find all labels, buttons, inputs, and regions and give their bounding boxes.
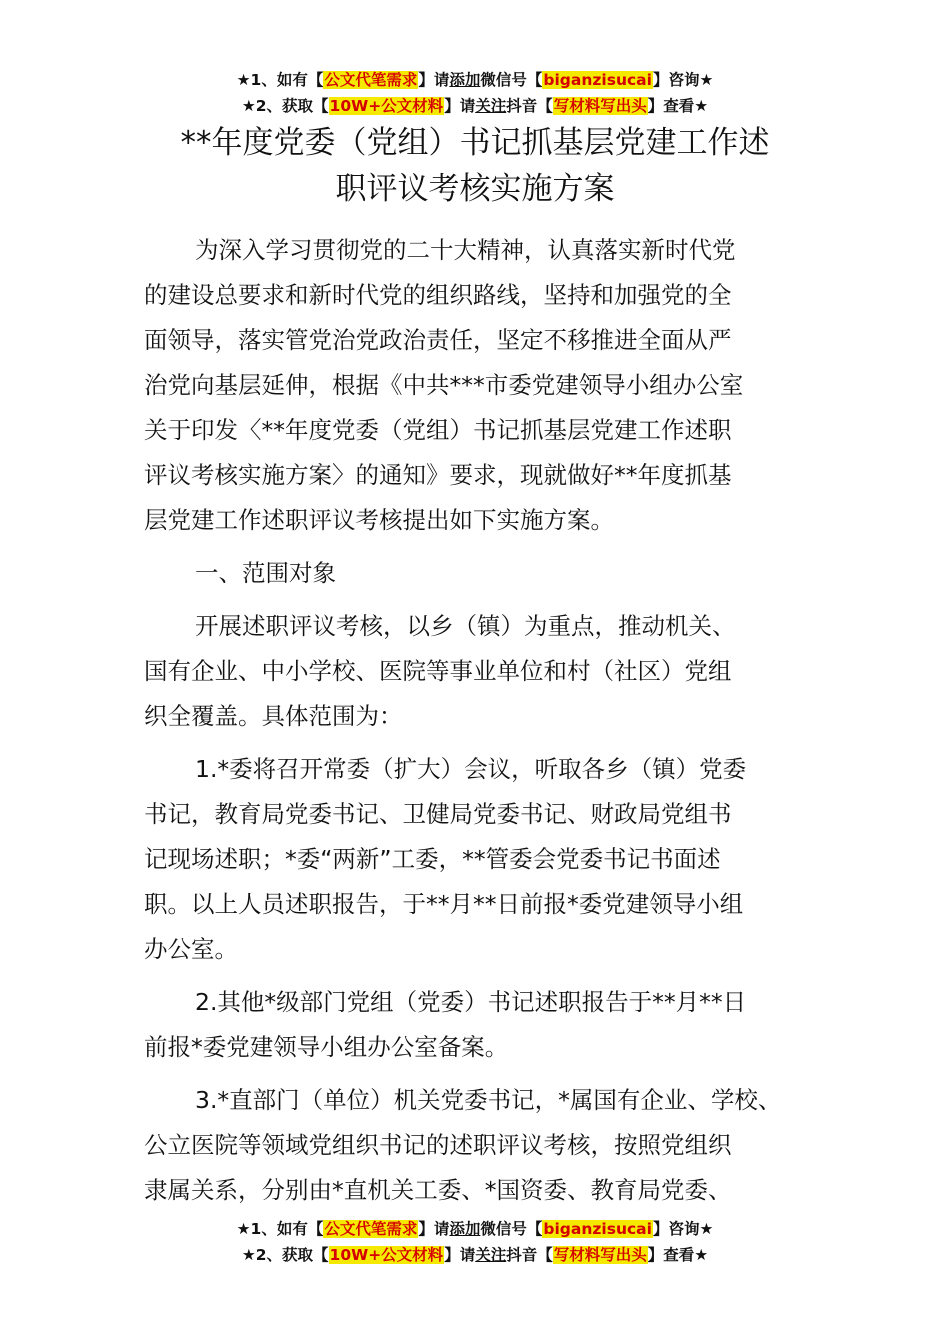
banner-line-2 <box>0 93 950 119</box>
text-line: 面领导，落实管党治党政治责任，坚定不移推进全面从严 <box>144 326 732 354</box>
text-line: 治党向基层延伸，根据《中共***市委党建领导小组办公室 <box>144 371 744 399</box>
banner-highlight: 公文代笔需求 <box>324 1220 418 1238</box>
banner-line-1 <box>0 1216 950 1242</box>
banner-highlight: 写材料写出头 <box>553 1246 647 1264</box>
banner-text: 微信号【 <box>480 71 543 89</box>
text-line: 前报*委党建领导小组办公室备案。 <box>144 1033 509 1061</box>
banner-text: 】查看★ <box>647 97 709 115</box>
banner-text: 】查看★ <box>647 1246 709 1264</box>
bottom-banner <box>0 1216 950 1268</box>
text-line: 职。以上人员述职报告，于**月**日前报*委党建领导小组 <box>144 890 744 918</box>
paragraph-item-2 <box>144 980 820 1070</box>
banner-text: ★1、如有【 <box>236 71 324 89</box>
banner-underline: 添加 <box>449 1220 481 1238</box>
text-line: 开展述职评议考核，以乡（镇）为重点，推动机关、 <box>195 612 736 640</box>
paragraph-scope <box>144 604 820 739</box>
banner-highlight: 10W+公文材料 <box>329 97 444 115</box>
text-line: 的建设总要求和新时代党的组织路线，坚持和加强党的全 <box>144 281 732 309</box>
text-line: 办公室。 <box>144 935 238 963</box>
banner-highlight: 写材料写出头 <box>553 97 647 115</box>
text-line: 隶属关系，分别由*直机关工委、*国资委、教育局党委、 <box>144 1176 732 1204</box>
top-banner <box>0 67 950 119</box>
text-line: 织全覆盖。具体范围为： <box>144 702 403 730</box>
banner-line-2 <box>0 1242 950 1268</box>
text-line: 记现场述职；*委“两新”工委，**管委会党委书记书面述 <box>144 845 721 873</box>
text-line: 3.*直部门（单位）机关党委书记，*属国有企业、学校、 <box>195 1086 782 1114</box>
title-line: **年度党委（党组）书记抓基层党建工作述 <box>180 125 770 161</box>
heading-line: 一、范围对象 <box>195 559 336 587</box>
banner-text: 微信号【 <box>480 1220 543 1238</box>
banner-text: 】咨询★ <box>652 1220 714 1238</box>
text-line: 国有企业、中小学校、医院等事业单位和村（社区）党组 <box>144 657 732 685</box>
banner-text: ★2、获取【 <box>241 1246 329 1264</box>
text-line: 公立医院等领域党组织书记的述职评议考核，按照党组织 <box>144 1131 732 1159</box>
banner-text: 】请 <box>418 1220 450 1238</box>
banner-text: 】咨询★ <box>652 71 714 89</box>
banner-highlight: 公文代笔需求 <box>324 71 418 89</box>
banner-text: 】请 <box>418 71 450 89</box>
banner-underline: 关注 <box>475 1246 507 1264</box>
banner-underline: 添加 <box>449 71 481 89</box>
banner-text: 】请 <box>444 97 476 115</box>
banner-highlight: 10W+公文材料 <box>329 1246 444 1264</box>
banner-line-1 <box>0 67 950 93</box>
text-line: 关于印发〈**年度党委（党组）书记抓基层党建工作述职 <box>144 416 732 444</box>
banner-highlight: biganzisucai <box>543 71 652 89</box>
paragraph-item-1 <box>144 747 820 972</box>
banner-text: 抖音【 <box>506 1246 553 1264</box>
banner-text: ★2、获取【 <box>241 97 329 115</box>
banner-highlight: biganzisucai <box>543 1220 652 1238</box>
banner-text: ★1、如有【 <box>236 1220 324 1238</box>
section-heading <box>144 551 820 596</box>
text-line: 为深入学习贯彻党的二十大精神，认真落实新时代党 <box>195 236 736 264</box>
text-line: 1.*委将召开常委（扩大）会议，听取各乡（镇）党委 <box>195 755 747 783</box>
paragraph-intro <box>144 228 820 543</box>
document-body <box>144 228 820 1213</box>
text-line: 2.其他*级部门党组（党委）书记述职报告于**月**日 <box>195 988 747 1016</box>
text-line: 评议考核实施方案〉的通知》要求，现就做好**年度抓基 <box>144 461 732 489</box>
paragraph-item-3 <box>144 1078 820 1213</box>
text-line: 书记，教育局党委书记、卫健局党委书记、财政局党组书 <box>144 800 732 828</box>
document-title <box>100 120 850 212</box>
banner-underline: 关注 <box>475 97 507 115</box>
text-line: 层党建工作述职评议考核提出如下实施方案。 <box>144 506 614 534</box>
title-line: 职评议考核实施方案 <box>335 171 615 207</box>
banner-text: 】请 <box>444 1246 476 1264</box>
banner-text: 抖音【 <box>506 97 553 115</box>
